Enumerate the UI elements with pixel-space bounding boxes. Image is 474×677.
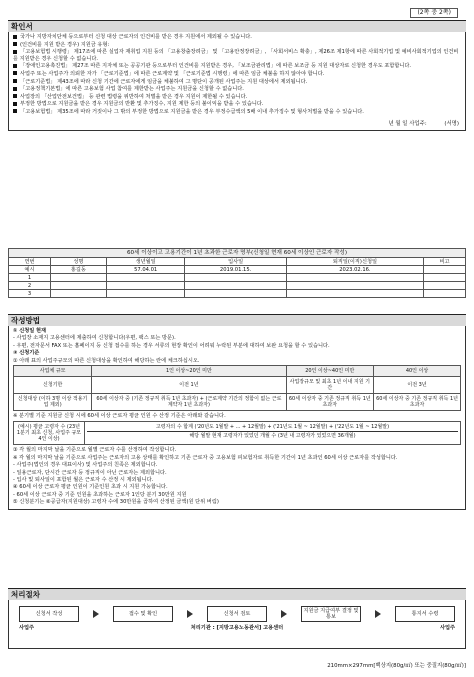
bullet-square-icon [13,50,17,54]
arrow-right-icon [375,610,381,618]
process-step: 신청서 작성 [19,606,79,622]
arrow-right-icon [281,610,287,618]
confirm-notes [9,32,465,116]
criteria-row-period [14,377,461,394]
formula-denominator: 해당 월말 현재 고령자가 있었던 개월 수 (3년 내 고령자가 있었으면 36개월) [189,433,356,440]
guide-section [8,314,466,510]
process-box [8,600,466,649]
confirm-item-text: 「고용보험법 시행령」 제17조에 따른 실업자 재취업 지원 등의 「고용창출장려금」 및 「고용안정장려금」, 「사회서비스 확충」, 제26조 제1항에 따른 사회적기업 및 예비사회적기업의 인건비를 지원받은 경우 신청할 수 없습니다. [13,49,459,62]
confirm-item-text: 「고용정책기본법」에 따른 고용보험 사업 참여를 제한받는 사업주는 지원금을 신청할 수 없습니다. [20,86,244,93]
worker-col-header: 비고 [424,258,466,266]
worker-col-header: 연번 [9,258,51,266]
guide-line: - 우편, 전자문서 FAX 또는 홈페이지 등 신청 접수를 하는 경우 서류의 현장 확인이 어려워 누락된 부분에 대하여 보완 요청을 할 수 있습니다. [13,342,330,349]
worker-cell[interactable] [50,290,106,298]
arrow-right-icon [93,610,99,618]
criteria-cell: 신청대상 (이하 3명 이상 적용기업 제외) [14,394,92,411]
worker-row [9,274,466,282]
confirm-section [8,20,466,131]
worker-cell[interactable] [185,282,286,290]
process-step: 지원금 지급여부 결정 및 통보 [301,606,361,622]
process-heading: 처리절차 [8,588,466,600]
guide-line: ③ 각 월의 마지막 날을 기준으로 월별 근로자 수를 산정하여 작성합니다. [13,447,177,454]
bullet-square-icon [13,79,17,83]
criteria-cell: 신청기한 [14,377,92,394]
criteria-row-target [14,394,461,411]
worker-cell[interactable] [106,290,184,298]
confirm-item [13,63,461,70]
process-section [8,588,466,649]
formula-box [13,421,461,445]
criteria-cell: 60세 이상자 중 (기존 정규직 취득 1년 초과자) + (근로계약 기간의 정함이 없는 근로계약자 1년 초과자) [92,394,286,411]
page-number: (2쪽 중 2쪽) [410,8,458,18]
criteria-table [13,365,461,411]
guide-line: - 사업주(법인의 경우 대표이사) 및 사업주의 친족은 제외합니다. [13,462,158,469]
criteria-header-cell: 1인 이상~20인 미만 [92,366,286,377]
guide-body [8,326,466,510]
guide-line: - 입사 및 퇴사일이 포함된 월은 근로자 수 산정 시 제외됩니다. [13,477,154,484]
process-label: 사업주 [19,625,35,631]
worker-cell: 홍길동 [50,266,106,274]
confirm-item [13,79,461,86]
confirm-item [13,86,461,93]
process-label: 처리기관 : [지방고용노동관서] 고용센터 [190,625,284,631]
worker-cell[interactable] [185,290,286,298]
criteria-header [14,366,461,377]
guide-line: - 60세 이상 근로자 중 기준 인원을 초과하는 근로자 1인당 분기 30만원 지원 [13,491,187,498]
worker-cell[interactable] [286,282,423,290]
criteria-cell: 이전 3년 [374,377,461,394]
worker-cell: 1 [9,274,51,282]
confirm-item [13,101,461,108]
guide-s4-lines [13,484,461,498]
worker-cell[interactable] [50,282,106,290]
worker-table-section [8,248,466,298]
guide-s5-line: ⑤ 신청분기는 ⑥공급자(지원대상) 고령자 수에 30만원을 곱하여 산정된 금액(원 단위 버림) [13,499,219,506]
worker-cell[interactable] [424,290,466,298]
confirm-heading: 확인서 [8,20,466,32]
bullet-square-icon [13,102,17,106]
confirm-item-text: 사업주 또는 사업주가 의뢰한 자가 「근로기준법」에 따른 근로계약 및 「근로기준법 시행령」에 따른 임금 체불을 하지 않아야 합니다. [20,70,325,77]
confirm-item [13,34,461,41]
guide-line: - 사업장 소재지 고용센터에 제출하여 신청합니다(우편, 팩스 또는 방문). [13,335,176,342]
guide-line: ※ 각 월의 마지막 날을 기준으로 사업주는 근로자의 고용 상태를 확인하고 기존 근로자 중 고용보험 피보험자로 취득한 기간이 1년 초과인 60세 이상 근로자를 작성합니다. [13,454,398,461]
worker-table [8,257,466,298]
guide-s1-lines [13,335,461,349]
bullet-square-icon [13,35,17,39]
worker-cell[interactable] [424,274,466,282]
process-label: 사업주 [439,625,455,631]
worker-col-header: 생년월일 [106,258,184,266]
worker-cell[interactable] [286,290,423,298]
process-step: 접수 및 확인 [113,606,173,622]
confirm-item-text: 부정한 방법으로 지원금을 받은 경우 지원금의 반환 및 추가징수, 지원 제한 등의 불이익을 받을 수 있습니다. [20,101,264,108]
criteria-cell: 사업장규모 및 최초 1년 이내 지원 기간 [286,377,374,394]
worker-cell: 예시 [9,266,51,274]
confirm-item-text: (인건비를 지원 받은 경우) 지원금 유형: [20,41,110,48]
worker-row [9,266,466,274]
process-flow [9,600,465,622]
worker-table-body [9,266,466,298]
guide-heading: 작성방법 [8,314,466,326]
criteria-cell: 60세 이상자 중 기존 정규직 취득 1년 초과자 [374,394,461,411]
worker-row [9,290,466,298]
process-step: 통지서 수령 [395,606,455,622]
bullet-square-icon [13,87,17,91]
worker-cell[interactable] [106,282,184,290]
signature-label: 년 월 일 사업주: [388,120,427,127]
worker-cell: 2023.02.16. [286,266,423,274]
worker-table-caption: 60세 이상이고 고용기간이 1년 초과한 근로자 명부(신청일 현재 60세 이상인 근로자 작성) [8,248,466,257]
confirm-item-text: 사업장의 「산업안전보건법」 등 관련 법령을 위반하여 처벌을 받은 경우 지원이 제한될 수 있습니다. [20,93,248,100]
guide-s2-title: ② 신청기준 [13,350,40,357]
guide-line: - 일용근로자, 단시간 근로자 등 정규직이 아닌 근로자는 제외합니다. [13,469,167,476]
confirm-item [13,49,461,62]
worker-col-header: 성명 [50,258,106,266]
bullet-square-icon [13,64,17,68]
paper-spec: 210mm×297mm[백상지(80g/㎡) 또는 중질지(80g/㎡)] [327,663,466,669]
worker-table-header [9,258,466,266]
guide-s3-lines [13,447,461,483]
confirm-item [13,42,461,49]
worker-cell[interactable] [50,274,106,282]
bullet-square-icon [13,94,17,98]
bullet-square-icon [13,109,17,113]
arrow-right-icon [187,610,193,618]
worker-cell[interactable] [424,282,466,290]
formula-right [85,422,460,444]
process-step: 신청서 검토 [207,606,267,622]
guide-s2-lead: ① 아래 표의 사업주규모의 따른 신청대상을 확인하여 해당하는 란에 체크하십시오. [13,357,200,364]
signature-line [9,117,465,130]
worker-cell[interactable] [106,274,184,282]
guide-line: ④ 60세 이상 근로자 평균 인원이 기준인원 초과 시 지원 가능합니다. [13,484,168,491]
worker-cell: 2 [9,282,51,290]
worker-col-header: 퇴직일(이직)신청일 [286,258,423,266]
confirm-item [13,94,461,101]
worker-cell: 2019.01.15. [185,266,286,274]
criteria-cell: 60세 이상자 중 기존 정규직 취득 1년 초과자 [286,394,374,411]
process-labels [9,622,465,631]
formula-note: ※ 분기별 기준 지원금 신청 시에 60세 이상 근로자 평균 인원 수 산정 기준은 아래와 같습니다. [13,413,226,420]
formula-left: (예시) 평균 고령자 수 (23년 1분기 최초 신청, 사업주 규모 4인 이상) [14,422,85,444]
confirm-item-text: 「근로기준법」 제43조에 따라 신청 기간에 근로자에게 임금을 체불하여 그 명단이 공개된 사업주는 지원 대상에서 제외됩니다. [20,78,308,85]
signature-suffix[interactable]: (서명) [444,120,459,127]
confirm-item [13,109,461,116]
criteria-header-cell: 사업체 규모 [14,366,92,377]
confirm-item-text: 국가나 지방자치단체 등으로부터 신청 대상 근로자의 인건비를 받은 경우 지원에서 제외될 수 있습니다. [20,34,252,40]
worker-cell[interactable] [286,274,423,282]
worker-row [9,282,466,290]
confirm-item-text: 「장애인고용촉진법」 제27조 따른 지자체 또는 공공기관 등으로부터 인건비를 지원받은 경우, 「보조금관리법」에 따른 보조금 등 지원 대상자로 신청한 경우도 포함합니다. [20,63,412,70]
form-page [8,8,466,669]
confirm-item [13,71,461,78]
confirm-item-text: 「고용보험법」 제35조에 따라 거짓이나 그 밖의 부정한 방법으로 지원금을 받은 경우 부정수급액의 5배 이내 추가징수 및 형사처벌을 받을 수 있습니다. [20,108,364,115]
worker-cell[interactable] [185,274,286,282]
formula-numerator: 고령자의 수 합계 ('20년도 1월말 + ... + 12월말) + ('21년도 1월 ~ 12월말) + ('22년도 1월 ~ 12월말) [87,424,458,432]
worker-cell: 57.04.01 [106,266,184,274]
criteria-cell: 이전 1년 [92,377,286,394]
guide-s1-title: ① 신청일 현재 [13,328,47,334]
criteria-header-cell: 40인 이상 [374,366,461,377]
criteria-header-cell: 20인 이상~40인 미만 [286,366,374,377]
worker-col-header: 입사일 [185,258,286,266]
worker-cell: 3 [9,290,51,298]
worker-cell [424,266,466,274]
bullet-square-icon [13,42,17,46]
bullet-square-icon [13,71,17,75]
